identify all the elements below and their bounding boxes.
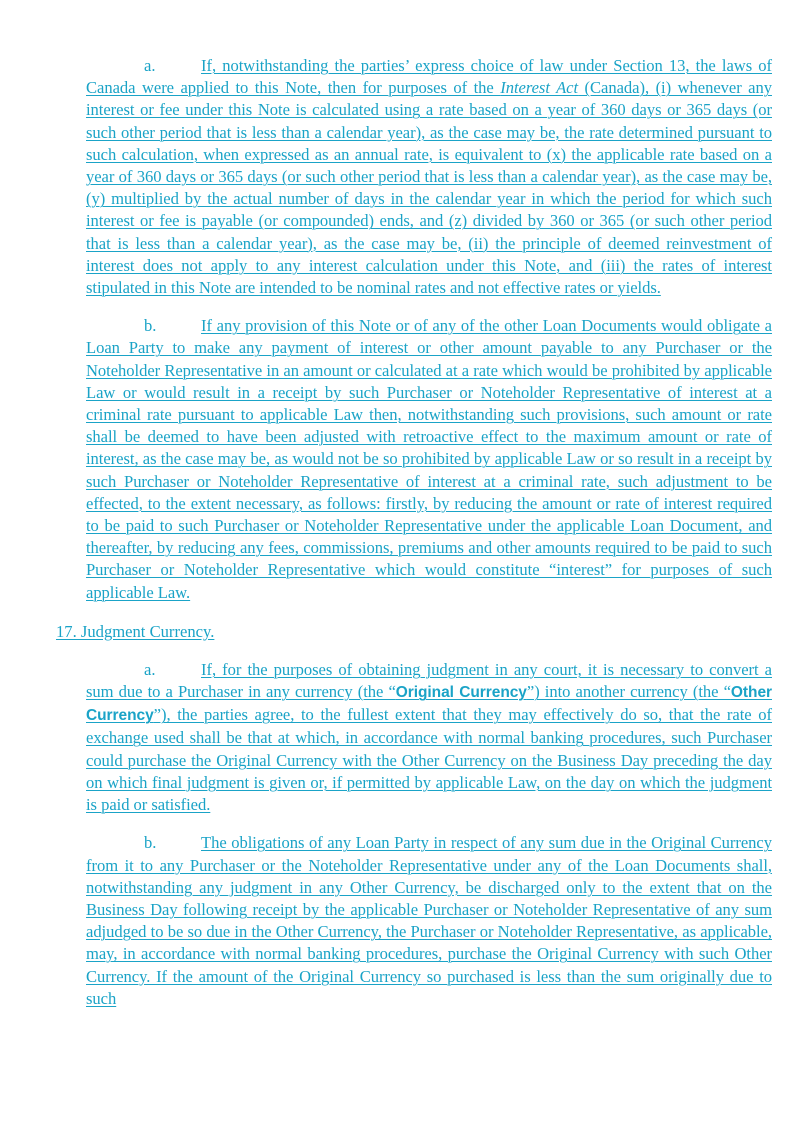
paragraph-text: (Canada), (i) whenever any interest or fee under this Note is calculated using a rate based on a year of 360 days or 365 days (or such other period that is less than a calendar year), as the case may be, the rate determined pursuant to such calculation, when expressed as an annual rate, is equivalent to (x) the applicable rate based on a year of 360 days or 365 days (or such other period that is less than a calendar year), as the case may be, (y) multiplied by the actual number of days in the calendar year in which the period for which such interest or fee is payable (or compounded) ends, and (z) divided by 360 or 365 (or such other period that is less than a calendar year), as the case may be, (ii) the principle of deemed reinvestment of interest does not apply to any interest calculation under this Note, and (iii) the rates of interest stipulated in this Note are intended to be nominal rates and not effective rates or yields. (86, 78, 772, 298)
paragraph-text: If, for the purposes of obtaining judgment in any court, it is necessary to convert a sum due to a Purchaser in any currency (the “ (86, 659, 772, 702)
paragraph-17b (86, 832, 772, 1010)
paragraph-label: a. (144, 659, 156, 679)
paragraph-label: b. (144, 833, 157, 853)
defined-term-original-currency: Original Currency (395, 684, 527, 702)
paragraph-text: If any provision of this Note or of any of the other Loan Documents would obligate a Loan Party to make any payment of interest or other amount payable to any Purchaser or the Noteholder Representative in an amount or calculated at a rate which would be prohibited by applicable Law or would result in a receipt by such Purchaser or Noteholder Representative of interest at a criminal rate pursuant to applicable Law then, notwithstanding such provisions, such amount or rate shall be deemed to have been adjusted with retroactive effect to the maximum amount or rate of interest, as the case may be, as would not be so prohibited by applicable Law or so result in a receipt by such Purchaser or Noteholder Representative of interest at a criminal rate, such adjustment to be effected, to the extent necessary, as follows: firstly, by reducing the amount or rate of interest required to be paid to such Purchaser or Noteholder Representative under the applicable Loan Document, and thereafter, by reducing any fees, commissions, premiums and other amounts required to be paid to such Purchaser or Noteholder Representative which would constitute “interest” for purposes of such applicable Law. (86, 316, 772, 602)
paragraph-text: ”) into another currency (the “ (526, 682, 731, 702)
defined-term-other-currency: Other Currency (86, 684, 772, 725)
act-title: Interest Act (500, 78, 579, 98)
paragraph-17a (86, 659, 772, 816)
section-heading-17: 17. Judgment Currency. (56, 621, 215, 641)
paragraph-16a (86, 55, 772, 299)
paragraph-text: If, notwithstanding the parties’ express choice of law under Section 13, the laws of Canada were applied to this Note, then for purposes of the (86, 56, 772, 98)
paragraph-label: b. (144, 316, 157, 336)
paragraph-text: ”), the parties agree, to the fullest extent that they may effectively do so, that the rate of exchange used shall be that at which, in accordance with normal banking procedures, such Purchaser could purchase the Original Currency with the Other Currency on the Business Day preceding the day on which final judgment is given or, if permitted by applicable Law, on the day on which the judgment is paid or satisfied. (86, 705, 772, 815)
paragraph-label: a. (144, 56, 156, 75)
paragraph-text: The obligations of any Loan Party in respect of any sum due in the Original Currency from it to any Purchaser or the Noteholder Representative under any of the Loan Documents shall, notwithstanding any judgment in any Other Currency, be discharged only to the extent that on the Business Day following receipt by the applicable Purchaser or Noteholder Representative of any sum adjudged to be so due in the Other Currency, the Purchaser or Noteholder Representative, as applicable, may, in accordance with normal banking procedures, purchase the Original Currency with such Other Currency. If the amount of the Original Currency so purchased is less than the sum originally due to such (86, 833, 772, 1008)
paragraph-16b (86, 315, 772, 604)
